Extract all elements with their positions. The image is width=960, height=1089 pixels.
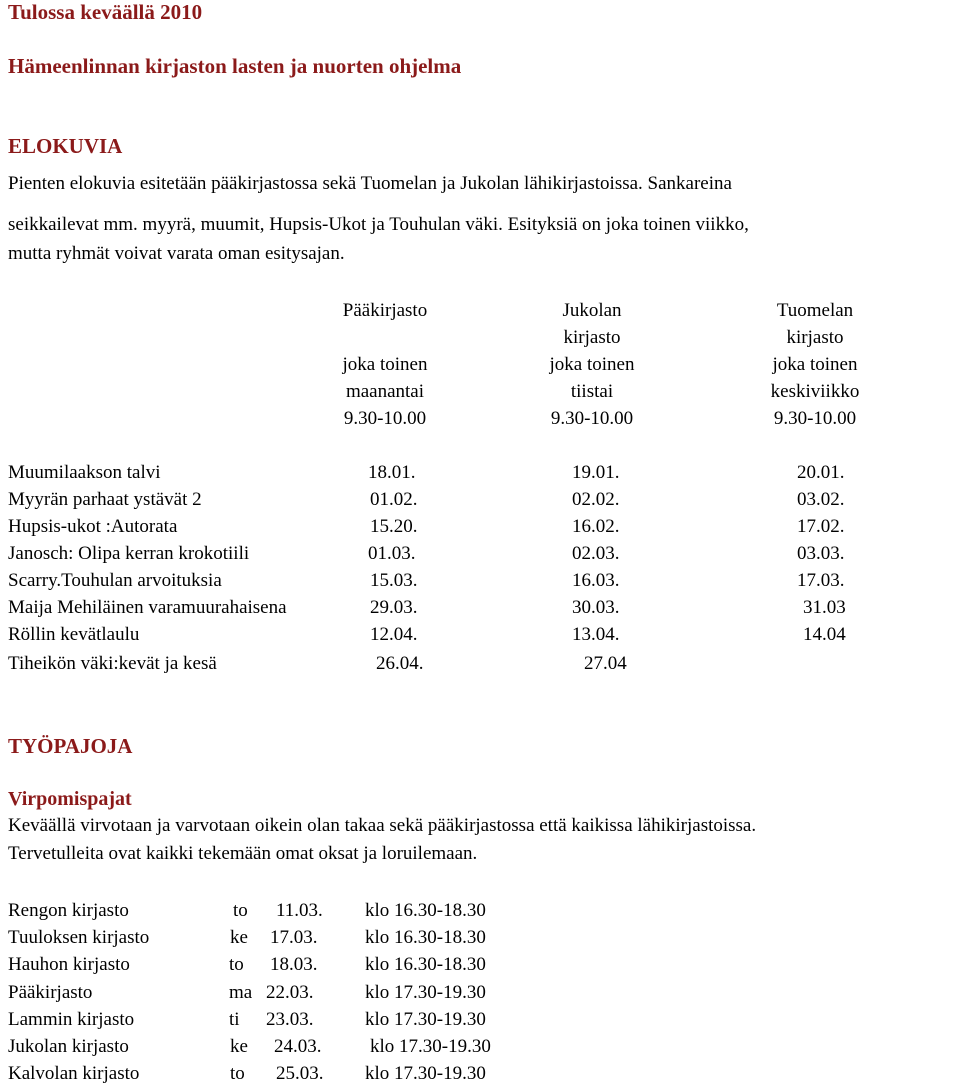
session-library: Kalvolan kirjasto <box>8 1063 140 1084</box>
film-date-paakirjasto: 01.02. <box>370 489 418 510</box>
session-row <box>8 924 708 951</box>
film-date-tuomela: 17.02. <box>797 516 845 537</box>
section-heading-tyopajoja: TYÖPAJOJA <box>8 734 133 758</box>
film-date-tuomela: 14.04 <box>803 624 846 645</box>
film-title: Muumilaakson talvi <box>8 462 161 483</box>
elokuvia-intro-line-1: Pienten elokuvia esitetään pääkirjastossa sekä Tuomelan ja Jukolan lähikirjastoissa. Sankareina <box>8 173 732 194</box>
column-time: 9.30-10.00 <box>343 408 427 429</box>
film-row <box>8 567 948 594</box>
film-row <box>8 486 948 513</box>
document-subtitle: Hämeenlinnan kirjaston lasten ja nuorten ohjelma <box>8 54 462 78</box>
session-day: to <box>230 1063 245 1084</box>
column-time: 9.30-10.00 <box>550 408 634 429</box>
column-time: 9.30-10.00 <box>773 408 857 429</box>
film-title: Janosch: Olipa kerran krokotiili <box>8 543 250 564</box>
tyopajoja-intro-line-1: Keväällä virvotaan ja varvotaan oikein olan takaa sekä pääkirjastossa että kaikissa lähikirjastoissa. <box>8 815 757 836</box>
session-library: Rengon kirjasto <box>8 900 129 921</box>
film-title: Röllin kevätlaulu <box>8 624 140 645</box>
film-row <box>8 540 948 567</box>
film-date-jukola: 19.01. <box>572 462 620 483</box>
film-title: Hupsis-ukot :Autorata <box>8 516 178 537</box>
film-title: Myyrän parhaat ystävät 2 <box>8 489 202 510</box>
film-row <box>8 513 948 540</box>
session-day: ke <box>230 1036 248 1057</box>
session-library: Lammin kirjasto <box>8 1009 135 1030</box>
session-library: Pääkirjasto <box>8 982 93 1003</box>
film-date-jukola: 13.04. <box>572 624 620 645</box>
column-name: Jukolan <box>562 300 622 321</box>
column-day: maanantai <box>345 381 425 402</box>
film-date-tuomela: 31.03 <box>803 597 846 618</box>
film-date-jukola: 16.02. <box>572 516 620 537</box>
film-row <box>8 650 948 677</box>
film-title: Scarry.Touhulan arvoituksia <box>8 570 222 591</box>
column-name-2: kirjasto <box>786 327 844 348</box>
column-header-jukola <box>522 297 662 432</box>
session-time: klo 16.30-18.30 <box>365 927 486 948</box>
session-day: ma <box>229 982 253 1003</box>
column-name-2: kirjasto <box>563 327 621 348</box>
session-date: 25.03. <box>276 1063 324 1084</box>
film-date-tuomela: 20.01. <box>797 462 845 483</box>
session-day: ti <box>229 1009 240 1030</box>
session-time: klo 16.30-18.30 <box>365 954 486 975</box>
session-date: 17.03. <box>270 927 318 948</box>
session-library: Hauhon kirjasto <box>8 954 130 975</box>
column-day: tiistai <box>570 381 614 402</box>
tyopajoja-intro-line-2: Tervetulleita ovat kaikki tekemään omat oksat ja loruilemaan. <box>8 843 478 864</box>
film-date-tuomela: 03.02. <box>797 489 845 510</box>
session-date: 24.03. <box>274 1036 322 1057</box>
film-date-jukola: 02.02. <box>572 489 620 510</box>
film-row <box>8 594 948 621</box>
film-date-paakirjasto: 29.03. <box>370 597 418 618</box>
session-day: to <box>229 954 244 975</box>
session-time: klo 17.30-19.30 <box>365 1009 486 1030</box>
film-date-jukola: 27.04 <box>584 653 627 674</box>
elokuvia-intro-line-3: mutta ryhmät voivat varata oman esitysajan. <box>8 243 345 264</box>
session-library: Tuuloksen kirjasto <box>8 927 150 948</box>
session-date: 18.03. <box>270 954 318 975</box>
session-time: klo 17.30-19.30 <box>365 1063 486 1084</box>
session-day: to <box>233 900 248 921</box>
session-time: klo 17.30-19.30 <box>370 1036 491 1057</box>
column-day: keskiviikko <box>770 381 860 402</box>
session-date: 22.03. <box>266 982 314 1003</box>
session-day: ke <box>230 927 248 948</box>
session-row <box>8 951 708 978</box>
film-date-jukola: 16.03. <box>572 570 620 591</box>
film-date-paakirjasto: 15.03. <box>370 570 418 591</box>
section-heading-elokuvia: ELOKUVIA <box>8 134 123 158</box>
session-time: klo 17.30-19.30 <box>365 982 486 1003</box>
elokuvia-intro-line-2: seikkailevat mm. myyrä, muumit, Hupsis-Ukot ja Touhulan väki. Esityksiä on joka toinen viikko, <box>8 214 749 235</box>
film-date-jukola: 02.03. <box>572 543 620 564</box>
session-time: klo 16.30-18.30 <box>365 900 486 921</box>
column-header-tuomela <box>750 297 880 432</box>
session-row <box>8 1033 708 1060</box>
film-date-paakirjasto: 01.03. <box>368 543 416 564</box>
session-date: 11.03. <box>276 900 323 921</box>
column-name: Tuomelan <box>776 300 854 321</box>
column-frequency: joka toinen <box>549 354 635 375</box>
document-title: Tulossa keväällä 2010 <box>8 0 203 24</box>
column-frequency: joka toinen <box>342 354 428 375</box>
film-date-paakirjasto: 12.04. <box>370 624 418 645</box>
session-row <box>8 897 708 924</box>
column-name-2 <box>320 324 450 351</box>
column-frequency: joka toinen <box>772 354 858 375</box>
film-date-jukola: 30.03. <box>572 597 620 618</box>
film-title: Tiheikön väki:kevät ja kesä <box>8 653 217 674</box>
session-row <box>8 1006 708 1033</box>
session-row <box>8 1060 708 1087</box>
session-library: Jukolan kirjasto <box>8 1036 129 1057</box>
film-title: Maija Mehiläinen varamuurahaisena <box>8 597 287 618</box>
column-name: Pääkirjasto <box>342 300 428 321</box>
session-row <box>8 979 708 1006</box>
film-row <box>8 621 948 648</box>
film-row <box>8 459 948 486</box>
film-date-tuomela: 03.03. <box>797 543 845 564</box>
film-date-tuomela: 17.03. <box>797 570 845 591</box>
film-date-paakirjasto: 18.01. <box>368 462 416 483</box>
column-header-paakirjasto <box>320 297 450 432</box>
session-date: 23.03. <box>266 1009 314 1030</box>
film-date-paakirjasto: 15.20. <box>370 516 418 537</box>
film-date-paakirjasto: 26.04. <box>376 653 424 674</box>
subsection-heading-virpomispajat: Virpomispajat <box>8 788 132 810</box>
